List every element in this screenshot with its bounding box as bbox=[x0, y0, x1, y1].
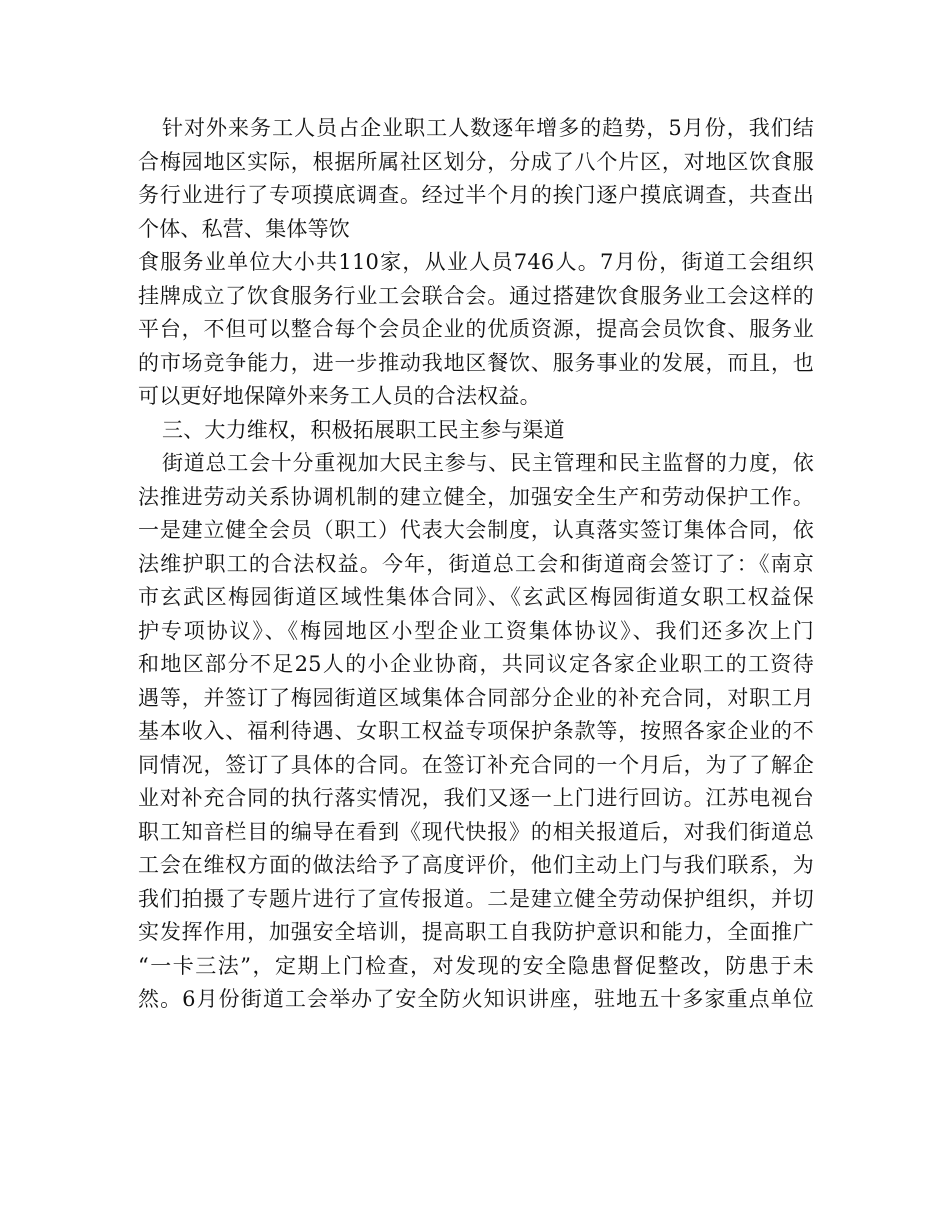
text-line: 合梅园地区实际，根据所属社区划分，分成了八个片区，对地区饮食服 bbox=[138, 149, 814, 174]
text-line: 可以更好地保障外来务工人员的合法权益。 bbox=[138, 384, 541, 408]
text-line: 针对外来务工人员占企业职工人数逐年增多的趋势，5月份，我们结 bbox=[162, 116, 814, 140]
section-heading bbox=[138, 414, 814, 448]
text-line: 法推进劳动关系协调机制的建立健全，加强安全生产和劳动保护工作。 bbox=[138, 484, 814, 509]
text-line: 同情况，签订了具体的合同。在签订补充合同的一个月后，为了了解企 bbox=[138, 752, 814, 777]
text-line: 的市场竞争能力，进一步推动我地区餐饮、服务事业的发展，而且，也 bbox=[138, 350, 814, 375]
text-line: 我们拍摄了专题片进行了宣传报道。二是建立健全劳动保护组织，并切 bbox=[138, 886, 814, 911]
paragraph-outreach-survey bbox=[138, 112, 814, 246]
section-heading-text: 三、大力维权，积极拓展职工民主参与渠道 bbox=[162, 417, 565, 442]
text-line: 护专项协议》、《梅园地区小型企业工资集体协议》、我们还多次上门 bbox=[138, 618, 814, 643]
text-line: 然。6月份街道工会举办了安全防火知识讲座，驻地五十多家重点单位 bbox=[138, 987, 814, 1011]
text-line: 业对补充合同的执行落实情况，我们又逐一上门进行回访。江苏电视台 bbox=[138, 786, 814, 810]
text-line: 平台，不但可以整合每个会员企业的优质资源，提高会员饮食、服务业 bbox=[138, 317, 814, 341]
paragraph-rights-protection bbox=[138, 447, 814, 1017]
text-line: 工会在维权方面的做法给予了高度评价，他们主动上门与我们联系，为 bbox=[138, 853, 814, 877]
text-line: 个体、私营、集体等饮 bbox=[138, 216, 350, 241]
text-line: 挂牌成立了饮食服务行业工会联合会。通过搭建饮食服务业工会这样的 bbox=[138, 283, 814, 308]
text-line: 一是建立健全会员（职工）代表大会制度，认真落实签订集体合同，依 bbox=[138, 518, 814, 542]
text-line: 和地区部分不足25人的小企业协商，共同议定各家企业职工的工资待 bbox=[138, 652, 814, 676]
text-line: 市玄武区梅园街道区域性集体合同》、《玄武区梅园街道女职工权益保 bbox=[138, 585, 814, 609]
text-line: 务行业进行了专项摸底调查。经过半个月的挨门逐户摸底调查，共查出 bbox=[138, 183, 814, 207]
paragraph-union-federation bbox=[138, 246, 814, 414]
text-line: “一卡三法”，定期上门检查，对发现的安全隐患督促整改，防患于未 bbox=[138, 953, 814, 978]
text-line: 法维护职工的合法权益。今年，街道总工会和街道商会签订了：《南京 bbox=[138, 551, 814, 576]
text-line: 食服务业单位大小共110家，从业人员746人。7月份，街道工会组织 bbox=[138, 250, 814, 274]
text-line: 实发挥作用，加强安全培训，提高职工自我防护意识和能力，全面推广 bbox=[138, 920, 814, 944]
text-line: 职工知音栏目的编导在看到《现代快报》的相关报道后，对我们街道总 bbox=[138, 819, 814, 844]
text-line: 遇等，并签订了梅园街道区域集体合同部分企业的补充合同，对职工月 bbox=[138, 685, 814, 710]
text-line: 基本收入、福利待遇、女职工权益专项保护条款等，按照各家企业的不 bbox=[138, 719, 814, 743]
document-body bbox=[138, 112, 814, 1017]
text-line: 街道总工会十分重视加大民主参与、民主管理和民主监督的力度，依 bbox=[162, 451, 814, 475]
